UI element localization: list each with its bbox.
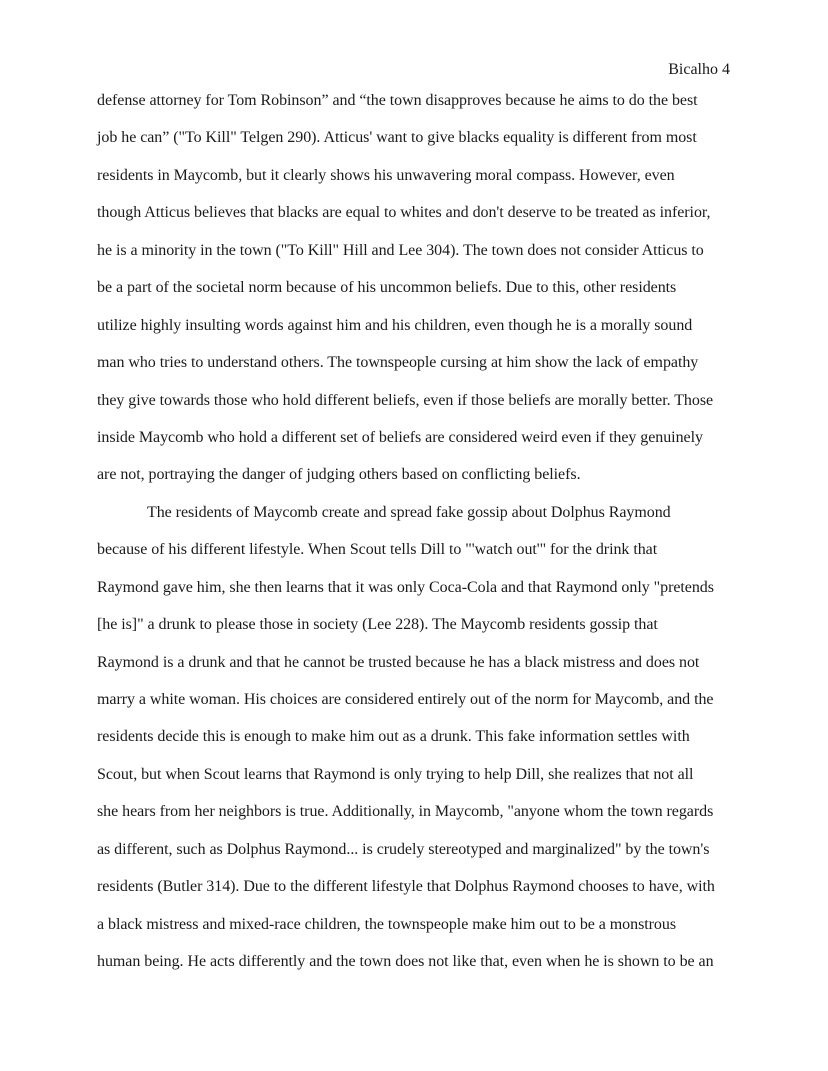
text-line: inside Maycomb who hold a different set of beliefs are considered weird even if they genuinely	[97, 428, 703, 446]
text-line: they give towards those who hold different beliefs, even if those beliefs are morally better. Those	[97, 391, 714, 409]
paragraph-2	[97, 501, 737, 988]
text-line: marry a white woman. His choices are considered entirely out of the norm for Maycomb, and the	[97, 691, 714, 708]
running-head: Bicalho 4	[668, 61, 730, 78]
text-line: residents in Maycomb, but it clearly shows his unwavering moral compass. However, even	[97, 166, 675, 184]
text-line: as different, such as Dolphus Raymond... is crudely stereotyped and marginalized" by the town's	[97, 840, 710, 858]
text-line: he is a minority in the town ("To Kill" Hill and Lee 304). The town does not consider Atticus to	[97, 241, 704, 259]
text-line: Scout, but when Scout learns that Raymond is only trying to help Dill, she realizes that not all	[97, 765, 694, 783]
text-line: she hears from her neighbors is true. Additionally, in Maycomb, "anyone whom the town regards	[97, 803, 714, 821]
text-line: [he is]" a drunk to please those in society (Lee 228). The Maycomb residents gossip that	[97, 616, 658, 634]
text-line-indented: The residents of Maycomb create and spread fake gossip about Dolphus Raymond	[147, 503, 671, 521]
text-line: Raymond gave him, she then learns that it was only Coca-Cola and that Raymond only "pretends	[97, 578, 714, 596]
text-line: are not, portraying the danger of judging others based on conflicting beliefs.	[97, 466, 581, 484]
text-line: because of his different lifestyle. When Scout tells Dill to "'watch out'" for the drink that	[97, 541, 658, 559]
text-line: residents (Butler 314). Due to the different lifestyle that Dolphus Raymond chooses to have, with	[97, 878, 715, 896]
text-line: defense attorney for Tom Robinson” and “the town disapproves because he aims to do the best	[97, 92, 698, 109]
text-line: be a part of the societal norm because of his uncommon beliefs. Due to this, other residents	[97, 279, 677, 297]
text-line: though Atticus believes that blacks are equal to whites and don't deserve to be treated as inferior,	[97, 204, 711, 222]
text-line: Raymond is a drunk and that he cannot be trusted because he has a black mistress and does not	[97, 653, 700, 671]
text-line: man who tries to understand others. The townspeople cursing at him show the lack of empathy	[97, 354, 699, 372]
paragraph-1	[97, 89, 737, 501]
text-line: job he can” ("To Kill" Telgen 290). Atticus' want to give blacks equality is different from most	[97, 129, 697, 147]
text-line: human being. He acts differently and the town does not like that, even when he is shown to be an	[97, 953, 714, 971]
text-line: residents decide this is enough to make him out as a drunk. This fake information settles with	[97, 728, 690, 746]
text-line: a black mistress and mixed-race children, the townspeople make him out to be a monstrous	[97, 915, 676, 933]
text-line: utilize highly insulting words against him and his children, even though he is a morally sound	[97, 316, 693, 334]
document-body	[97, 89, 737, 988]
